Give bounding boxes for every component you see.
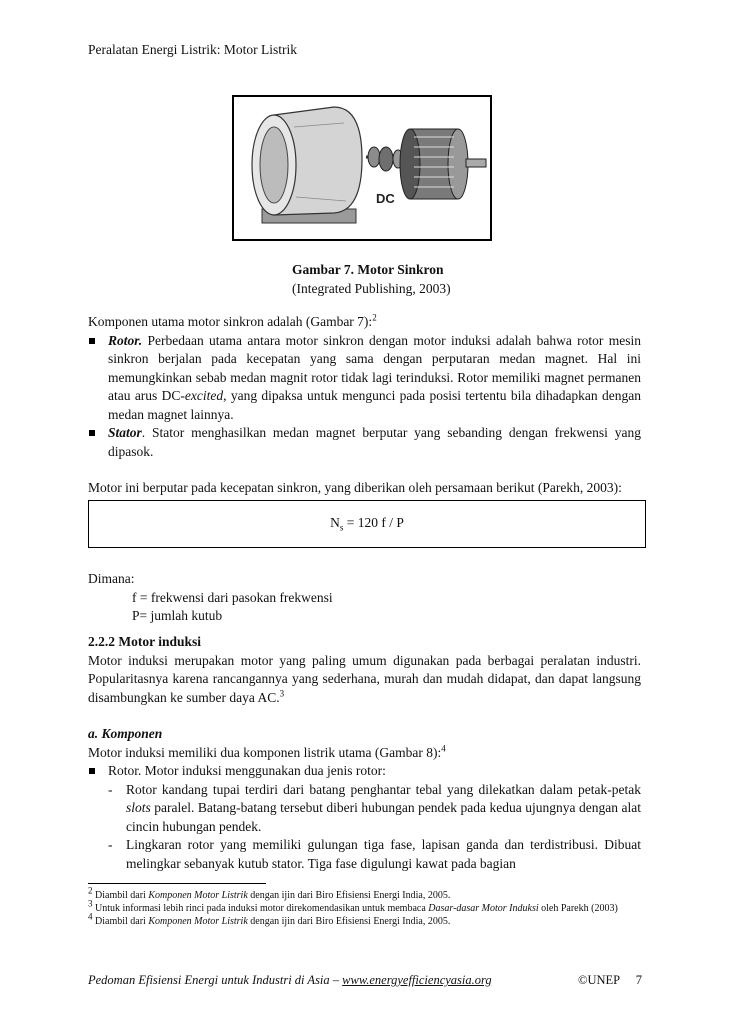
stator-bullet [88,424,641,461]
footnote-3-number: 3 [88,898,93,909]
footnote-ref-3: 3 [279,688,285,698]
page-footer [88,973,642,988]
footnote-4-text-a: Diambil dari [92,916,149,927]
footnote-2-text-a: Diambil dari [92,890,149,901]
wound-rotor-text: Lingkaran rotor yang memiliki gulungan tiga fase, lapisan ganda dan terdistribusi. Dibuat melingkar sebanyak kutub stator. Tiga fase digulungi kawat pada bagian [126,837,641,871]
footnote-2-text-b: dengan ijin dari Biro Efisiensi Energi India, 2005. [247,890,451,901]
section-induction-motor [88,633,641,873]
induction-paragraph-text: Motor induksi merupakan motor yang paling umum digunakan pada berbagai peralatan industri. Popularitasnya karena rancangannya yang sederhana, murah dan mudah didapat, dan dapat langsung disambungkan ke sumber daya AC. [88,652,641,705]
induction-rotor-text: Rotor. Motor induksi menggunakan dua jenis rotor: [108,763,386,778]
components-intro-text: Komponen utama motor sinkron adalah (Gambar 7): [88,314,373,329]
speed-paragraph: Motor ini berputar pada kecepatan sinkron, yang diberikan oleh persamaan berikut (Parekh, 2003): [88,480,622,495]
footnote-2-title: Komponen Motor Listrik [148,890,248,901]
footnote-ref-2: 2 [372,312,377,323]
synchronous-motor-illustration [234,97,490,239]
eq-lhs-subscript: s [339,522,344,533]
induction-paragraph [88,652,641,708]
footnotes [88,885,648,928]
rotor-bullet [88,332,641,425]
motor-figure [232,95,492,241]
footer-copyright: ©UNEP [577,973,621,987]
footnote-2-number: 2 [88,885,93,896]
bullet-square-icon [89,768,95,774]
footnote-4 [88,911,648,928]
slots-term: slots [126,800,151,815]
equation-box [88,500,646,548]
components-paragraph-text: Motor induksi memiliki dua komponen listrik utama (Gambar 8): [88,744,442,760]
bullet-square-icon [89,430,95,436]
footnote-3-text-a: Untuk informasi lebih rinci pada induksi motor direkomendasikan untuk membaca [92,903,429,914]
squirrel-cage-item [88,781,641,837]
where-block [88,570,641,626]
rotor-text-2: , yang dipaksa untuk mengunci pada posisi tertentu bila dihadapkan dengan medan magnet lainnya. [108,388,641,422]
caption-source: (Integrated Publishing, 2003) [292,281,451,296]
squirrel-cage-text-a: Rotor kandang tupai terdiri dari batang penghantar tebal yang dilekatkan dalam petak-petak [126,781,641,797]
footnote-2 [88,885,648,902]
bullet-square-icon [89,338,95,344]
wound-rotor-item [88,836,641,873]
footnote-3-title: Dasar-dasar Motor Induksi [428,903,539,914]
eq-rhs: = 120 f / P [343,515,404,530]
synchronous-speed-equation [89,515,645,531]
where-label: Dimana: [88,571,135,586]
footer-link[interactable]: www.energyefficiencyasia.org [342,973,492,987]
footer-right [578,973,642,988]
running-header: Peralatan Energi Listrik: Motor Listrik [88,42,297,57]
rotor-text-1: Perbedaan utama antara motor sinkron dengan motor induksi adalah bahwa rotor mesin sinkron berjalan pada kecepatan yang sama dengan perputaran medan magnet. Hal ini memungkinkan sebab medan magnit rotor tidak lagi terinduksi. Rotor memiliki magnet permanen atau arus DC- [108,332,641,403]
footer-text: Pedoman Efisiensi Energi untuk Industri di Asia – [88,973,343,987]
section-sync-components [88,313,641,498]
dash-marker: - [108,781,113,797]
footnote-divider [88,883,266,884]
footnote-4-text-b: dengan ijin dari Biro Efisiensi Energi India, 2005. [247,916,451,927]
components-paragraph [88,744,641,763]
caption-title: Gambar 7. Motor Sinkron [292,262,444,277]
f-definition: f = frekwensi dari pasokan frekwensi [132,589,333,605]
page-number: 7 [635,973,642,987]
induction-rotor-bullet [88,762,641,781]
subsection-heading: a. Komponen [88,726,163,741]
stator-term: Stator [108,425,142,440]
section-heading: 2.2.2 Motor induksi [88,634,202,649]
figure-caption [292,260,451,298]
footnote-3 [88,898,648,915]
rotor-term: Rotor. [108,332,143,348]
dc-label: DC [376,191,395,206]
rotor-drawing [400,129,486,199]
footnote-4-number: 4 [88,911,93,922]
components-intro [88,313,641,332]
squirrel-cage-text-b: paralel. Batang-batang tersebut diberi hubungan pendek pada kedua ujungnya dengan alat cincin hubungan pendek. [126,800,641,834]
eq-lhs: N [330,515,340,530]
p-definition: P= jumlah kutub [132,608,223,623]
footnote-ref-4: 4 [441,743,446,753]
stator-text: . Stator menghasilkan medan magnet berputar yang sebanding dengan frekwensi yang dipasok. [108,425,641,459]
footnote-4-title: Komponen Motor Listrik [148,916,248,927]
stator-drawing [252,107,362,223]
dash-marker: - [108,837,113,852]
footnote-3-text-b: oleh Parekh (2003) [538,903,618,914]
rotor-excited: excited [184,388,224,403]
